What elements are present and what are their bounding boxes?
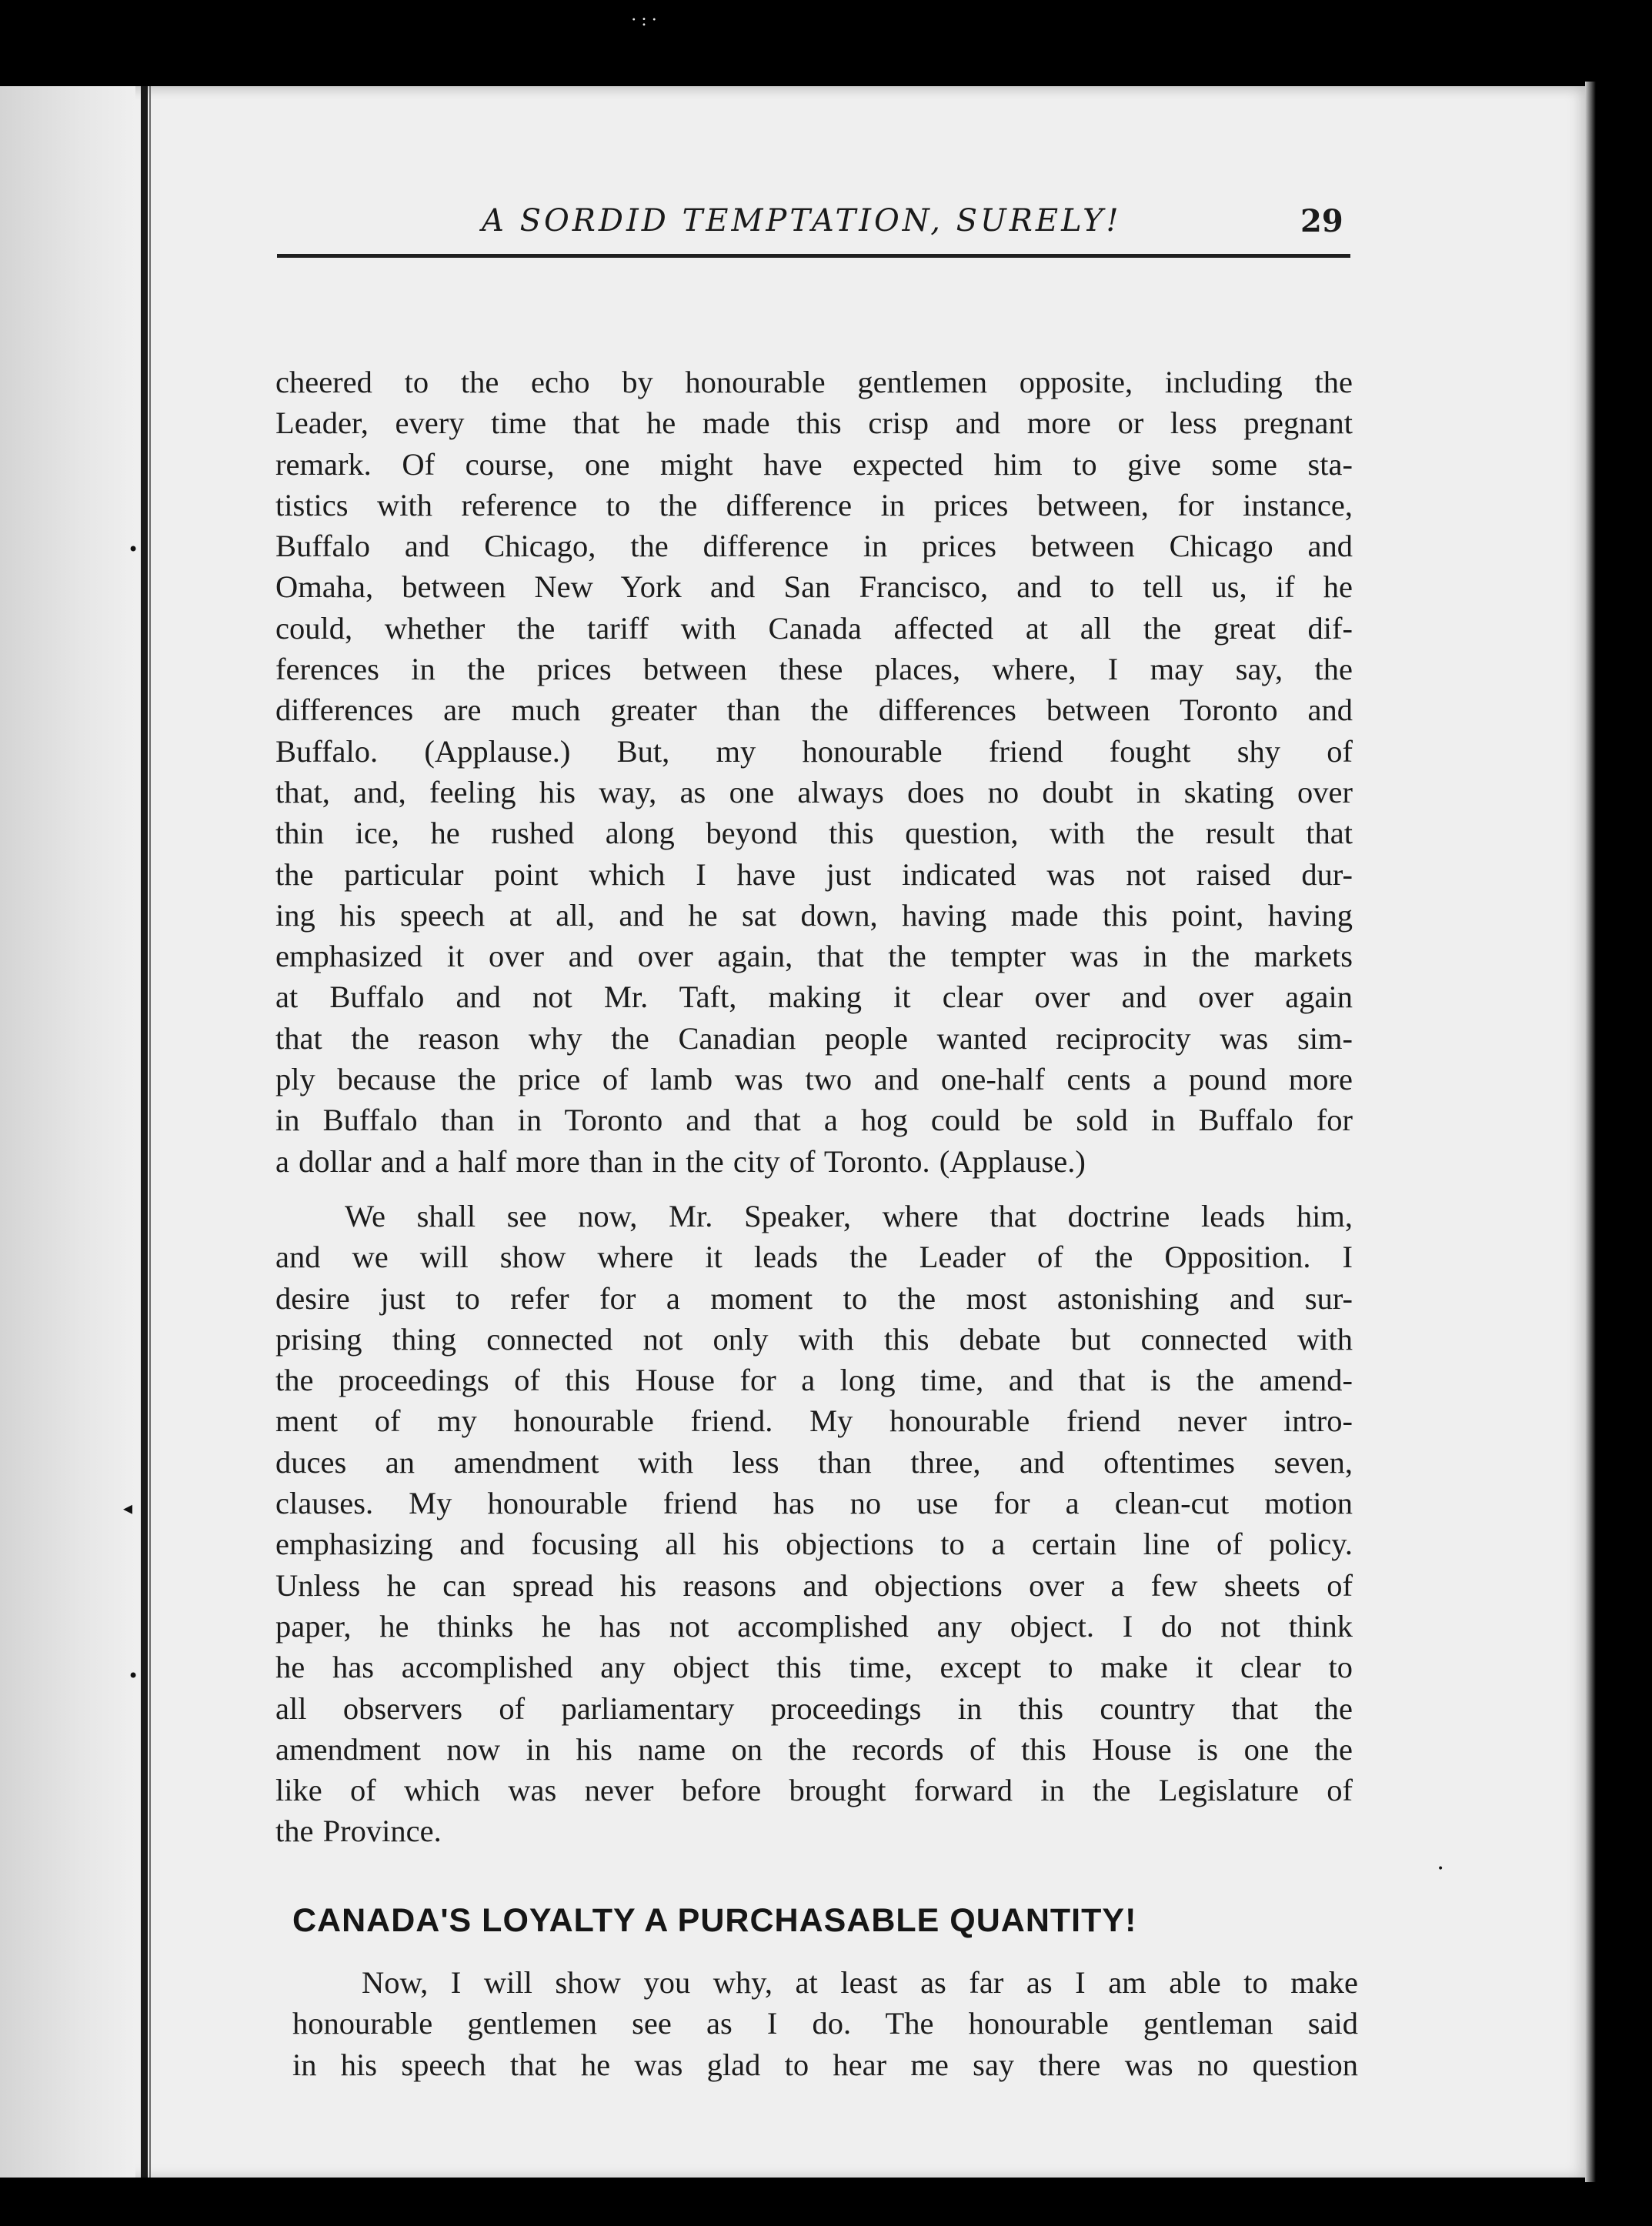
text-line: and we will show where it leads the Leader of the Opposition. I bbox=[275, 1240, 1353, 1275]
text-line: Leader, every time that he made this crisp and more or less pregnant bbox=[275, 405, 1353, 441]
text-line: differences are much greater than the differences between Toronto and bbox=[275, 692, 1353, 728]
text-line: honourable gentlemen see as I do. The honourable gentleman said bbox=[292, 2006, 1358, 2041]
text-line: all observers of parliamentary proceedings in this country that the bbox=[275, 1690, 1353, 1726]
text-line: duces an amendment with less than three, and oftentimes seven, bbox=[275, 1444, 1353, 1480]
paragraph-2 bbox=[275, 1196, 1353, 1852]
text-line: ment of my honourable friend. My honourable friend never intro- bbox=[275, 1403, 1353, 1439]
text-line: cheered to the echo by honourable gentlemen opposite, including the bbox=[275, 365, 1353, 399]
binding-edge bbox=[141, 86, 148, 2178]
text-line: prising thing connected not only with this debate but connected with bbox=[275, 1321, 1353, 1357]
text-line: desire just to refer for a moment to the most astonishing and sur- bbox=[275, 1280, 1353, 1316]
margin-ink-mark: ◂ bbox=[123, 1497, 133, 1519]
paragraph-3 bbox=[292, 1962, 1358, 2085]
text-line: remark. Of course, one might have expected him to give some sta- bbox=[275, 446, 1353, 482]
text-line: could, whether the tariff with Canada affected at all the great dif- bbox=[275, 610, 1353, 646]
text-line: Now, I will show you why, at least as far as I am able to make bbox=[362, 1965, 1358, 2000]
text-line: the Province. bbox=[275, 1814, 442, 1849]
text-line: he has accomplished any object this time, except to make it clear to bbox=[275, 1650, 1353, 1685]
text-line: at Buffalo and not Mr. Taft, making it clear over and over again bbox=[275, 980, 1353, 1015]
scan-artifact: ·:· bbox=[631, 11, 662, 30]
text-line: ferences in the prices between these places, where, I may say, the bbox=[275, 652, 1353, 687]
margin-dot-mark: • bbox=[1437, 1863, 1444, 1875]
text-line: emphasizing and focusing all his objections to a certain line of policy. bbox=[275, 1527, 1353, 1562]
text-line: that, and, feeling his way, as one always does no doubt in skating over bbox=[275, 774, 1353, 809]
text-line: a dollar and a half more than in the city of Toronto. (Applause.) bbox=[275, 1143, 1086, 1179]
running-head bbox=[0, 203, 1585, 257]
text-line: like of which was never before brought forward in the Legislature of bbox=[275, 1773, 1353, 1808]
text-line: in Buffalo than in Toronto and that a hog could be sold in Buffalo for bbox=[275, 1103, 1353, 1138]
text-line: Buffalo and Chicago, the difference in prices between Chicago and bbox=[275, 529, 1353, 564]
page-number: 29 bbox=[1300, 203, 1343, 239]
page-edge-shadow bbox=[1585, 82, 1596, 2182]
text-line: We shall see now, Mr. Speaker, where that doctrine leads him, bbox=[345, 1199, 1353, 1233]
text-line: Omaha, between New York and San Francisco, and to tell us, if he bbox=[275, 569, 1353, 605]
text-line: amendment now in his name on the records of this House is one the bbox=[275, 1731, 1353, 1767]
text-line: emphasized it over and over again, that the tempter was in the markets bbox=[275, 939, 1353, 974]
section-heading: CANADA'S LOYALTY A PURCHASABLE QUANTITY! bbox=[292, 1902, 1137, 1939]
margin-dot-mark: • bbox=[128, 539, 139, 560]
text-line: thin ice, he rushed along beyond this question, with the result that bbox=[275, 816, 1353, 851]
margin-dot-mark: • bbox=[128, 1665, 139, 1687]
binding-gutter bbox=[0, 86, 135, 2178]
text-line: in his speech that he was glad to hear me say there was no question bbox=[292, 2047, 1358, 2082]
text-line: ing his speech at all, and he sat down, having made this point, having bbox=[275, 897, 1353, 933]
text-line: clauses. My honourable friend has no use for a clean-cut motion bbox=[275, 1486, 1353, 1521]
text-line: ply because the price of lamb was two and one-half cents a pound more bbox=[275, 1062, 1353, 1097]
text-line: Unless he can spread his reasons and objections over a few sheets of bbox=[275, 1567, 1353, 1603]
text-line: tistics with reference to the difference in prices between, for instance, bbox=[275, 487, 1353, 522]
paragraph-1 bbox=[275, 362, 1353, 1182]
running-head-title: A SORDID TEMPTATION, SURELY! bbox=[482, 203, 1122, 239]
header-rule bbox=[277, 254, 1350, 258]
binding-edge-inner bbox=[149, 86, 151, 2178]
text-line: Buffalo. (Applause.) But, my honourable friend fought shy of bbox=[275, 733, 1353, 769]
text-line: paper, he thinks he has not accomplished any object. I do not think bbox=[275, 1608, 1353, 1644]
text-line: that the reason why the Canadian people wanted reciprocity was sim- bbox=[275, 1020, 1353, 1056]
text-line: the proceedings of this House for a long time, and that is the amend- bbox=[275, 1363, 1353, 1398]
text-line: the particular point which I have just indicated was not raised dur- bbox=[275, 856, 1353, 892]
book-page bbox=[0, 86, 1585, 2178]
